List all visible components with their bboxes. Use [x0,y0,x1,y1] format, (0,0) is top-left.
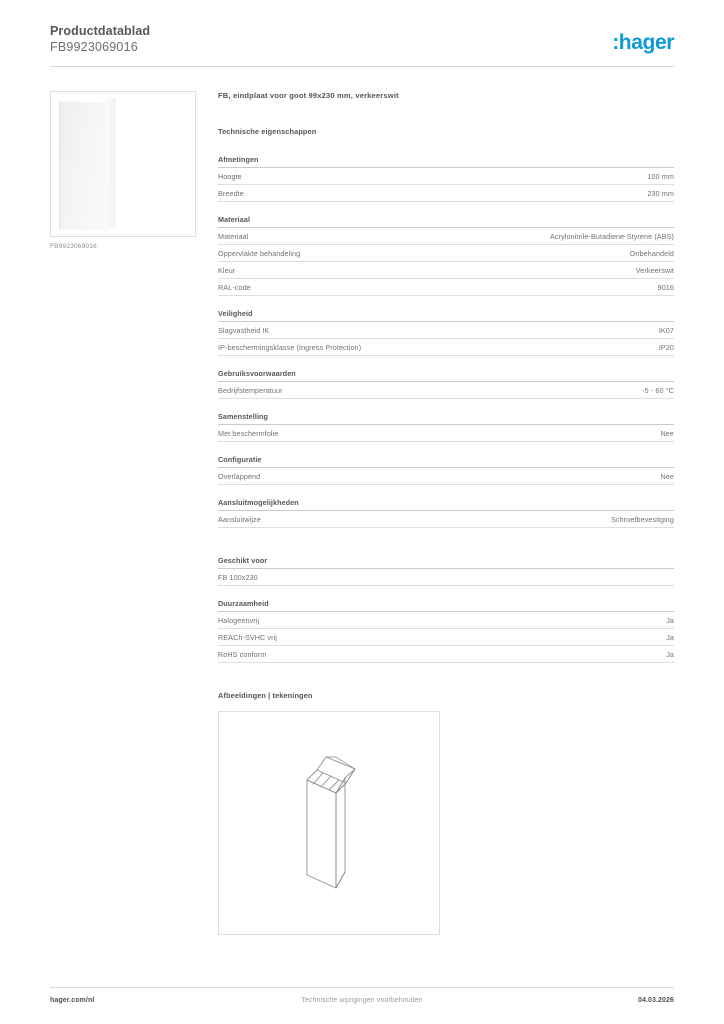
document-reference: FB9923069016 [50,40,138,54]
spec-label: Kleur [218,265,236,275]
spec-row [218,612,674,629]
technical-drawing-svg [219,712,439,934]
spec-row [218,425,674,442]
spec-label: Bedrijfstemperatuur [218,385,283,395]
spec-group-title: Afmetingen [218,155,674,168]
spec-group-title: Samenstelling [218,412,674,425]
spec-value: -5 - 60 °C [642,385,674,395]
spec-row [218,185,674,202]
spec-row [218,228,674,245]
spec-group [218,309,674,356]
spec-group [218,599,674,663]
spec-group [218,498,674,528]
spec-label: Materiaal [218,231,249,241]
spec-value: Onbehandeld [629,248,674,258]
drawings-heading: Afbeeldingen | tekeningen [218,691,313,700]
product-photo [50,91,196,237]
footer-divider [50,987,674,988]
spec-row [218,262,674,279]
specifications-column [218,91,674,935]
spec-label: Aansluitwijze [218,514,261,524]
spec-group [218,369,674,399]
footer-website[interactable]: hager.com/nl [50,997,95,1004]
spec-row [218,569,674,586]
spec-value: 230 mm [647,188,674,198]
spec-label: RoHS conform [218,649,267,659]
spec-label: REACh-SVHC vrij [218,632,278,642]
spacer [218,541,674,556]
spec-group-title: Duurzaamheid [218,599,674,612]
spec-label: Halogeenvrij [218,615,260,625]
spec-value: Verkeerswit [635,265,674,275]
spec-group [218,556,674,586]
spec-value: Ja [666,632,674,642]
spec-group-title: Aansluitmogelijkheden [218,498,674,511]
spec-group-title: Veiligheid [218,309,674,322]
product-photo-caption: FB9923069016 [50,243,97,250]
technical-properties-heading: Technische eigenschappen [218,127,317,136]
spec-value: 9016 [657,282,674,292]
spec-row [218,646,674,663]
spec-value: IK07 [658,325,674,335]
spec-row [218,629,674,646]
product-photo-face [59,101,107,230]
spec-label: Met beschermfolie [218,428,279,438]
spec-group [218,155,674,202]
header-titles [50,24,150,55]
spec-label: Oppervlakte behandeling [218,248,301,258]
page-header [50,24,674,68]
spec-label: Overlappend [218,471,261,481]
spec-row [218,168,674,185]
hager-logo: :hager [612,31,674,54]
spec-row [218,279,674,296]
spec-label: FB 100x230 [218,572,258,582]
spec-group-title: Materiaal [218,215,674,228]
page-footer [50,997,674,1011]
spec-label: RAL-code [218,282,251,292]
spec-group-title: Configuratie [218,455,674,468]
spec-row [218,322,674,339]
spec-group-title: Gebruiksvoorwaarden [218,369,674,382]
spec-group-title: Geschikt voor [218,556,674,569]
product-photo-edge [105,98,116,229]
spec-row [218,339,674,356]
spec-group [218,412,674,442]
footer-disclaimer: Technische wijzigingen voorbehouden [301,997,423,1004]
spec-value: Schroefbevestiging [611,514,674,524]
page-title: Productdatablad [50,24,151,38]
footer-date: 04.03.2026 [637,997,674,1004]
spec-group [218,215,674,296]
spec-value: Acrylonitrile-Butadiene-Styrene (ABS) [550,231,674,241]
spec-value: 100 mm [647,171,674,181]
spec-label: Hoogte [218,171,242,181]
spec-group [218,455,674,485]
product-name: FB, eindplaat voor goot 99x230 mm, verkeerswit [218,91,399,100]
product-photo-art [59,98,121,232]
spec-groups-primary [218,155,674,528]
spec-value: Ja [666,649,674,659]
spec-label: Slagvastheid IK [218,325,270,335]
header-divider [50,66,674,67]
spec-label: Breedte [218,188,244,198]
spec-value: IP20 [658,342,674,352]
spec-value: Nee [660,471,674,481]
spec-row [218,468,674,485]
spec-groups-secondary [218,556,674,663]
spec-label: IP-beschermingsklasse (Ingress Protection) [218,342,362,352]
spec-row [218,382,674,399]
spec-row [218,511,674,528]
spec-row [218,245,674,262]
technical-drawing [218,711,440,935]
spec-value: Nee [660,428,674,438]
spec-value: Ja [666,615,674,625]
